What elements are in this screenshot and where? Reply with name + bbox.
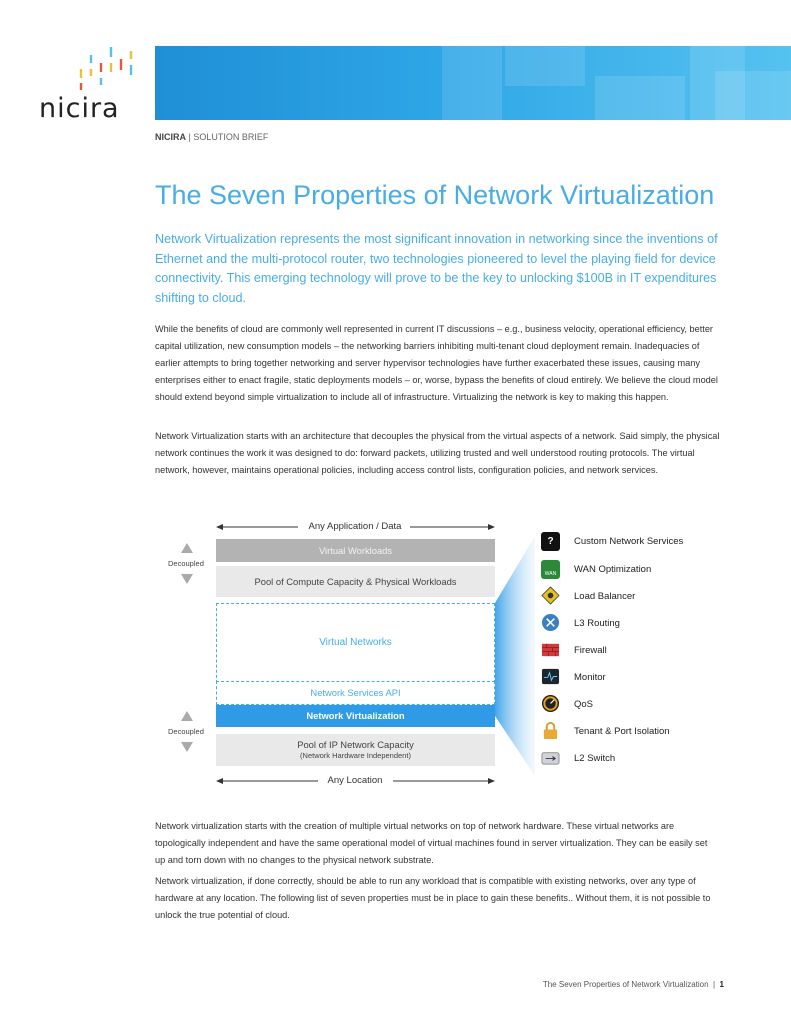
footer-title: The Seven Properties of Network Virtualization	[542, 980, 709, 989]
wan-icon: WAN	[541, 560, 560, 579]
body-paragraph-3: Network virtualization starts with the creation of multiple virtual networks on top of network hardware. These virtual networks are topologically independent and have the same operational model of virtual machines found in server virtualization. They can be easily set up and torn down with no changes to the physical network substrate.	[155, 821, 708, 865]
decoupled-label-top: Decoupled	[168, 559, 204, 568]
body-paragraph-4: Network virtualization, if done correctly, should be able to run any workload that is compatible with existing networks, over any type of hardware at any location. The following list of seven properties must be in place to gain these benefits.. Without them, it is not possible to unlock the true potential of cloud.	[155, 876, 711, 920]
nicira-logo-bars	[76, 45, 136, 93]
ip-pool-sublabel: (Network Hardware Independent)	[300, 751, 411, 760]
service-label: Firewall	[574, 645, 607, 656]
service-label: Custom Network Services	[574, 536, 684, 547]
service-label: Tenant & Port Isolation	[574, 726, 670, 737]
decoupled-up-arrow-icon	[181, 543, 193, 553]
lock-icon	[541, 721, 560, 740]
service-label: Load Balancer	[574, 591, 636, 602]
load-balancer-icon	[541, 586, 560, 605]
network-virtualization-diagram	[160, 518, 720, 793]
service-label: WAN Optimization	[574, 564, 652, 575]
service-label: L2 Switch	[574, 753, 616, 764]
body-paragraph-2: Network Virtualization starts with an architecture that decouples the physical from the virtual aspects of a network. Said simply, the physical network continues the work it was designed to do: forward packets, utilizing trusted and well understood routing protocols. The virtual network, however, maintains operational policies, including access control lists, configuration policies, and network services.	[155, 431, 720, 475]
gauge-icon	[541, 694, 560, 713]
any-location-label: Any Location	[327, 775, 383, 786]
firewall-icon	[541, 640, 560, 659]
page-number: 1	[719, 980, 724, 989]
compute-pool-layer: Pool of Compute Capacity & Physical Workloads	[216, 566, 495, 597]
network-services-api-layer: Network Services API	[216, 681, 495, 705]
body-paragraph-1: While the benefits of cloud are commonly well represented in current IT discussions – e.g., business velocity, operational efficiency, better capital utilization, new consumption models – the networking barriers inhibiting multi-tenant cloud deployment remain. Inadequacies of earlier attempts to bring together networking and server hypervisor technologies have further exacerbated these issues, causing many enterprises either to enact fragile, static deployments models – or, worse, bypass the benefits of cloud entirely. We believe the cloud model should extend beyond simple virtualization to include all of infrastructure. Virtualizing the network is key to making this happen.	[155, 324, 718, 402]
router-icon	[541, 613, 560, 632]
any-application-label: Any Application / Data	[308, 521, 402, 532]
monitor-icon	[541, 667, 560, 686]
service-label: L3 Routing	[574, 618, 620, 629]
page-title: The Seven Properties of Network Virtualization	[155, 180, 715, 210]
nicira-logo-wordmark: nicira	[39, 93, 120, 124]
header-banner	[155, 46, 791, 120]
decoupled-up-arrow-icon	[181, 711, 193, 721]
decoupled-down-arrow-icon	[181, 742, 193, 752]
decoupled-label-bottom: Decoupled	[168, 727, 204, 736]
lead-paragraph: Network Virtualization represents the most significant innovation in networking since the inventions of Ethernet and the multi-protocol router, two technologies pioneered to level the playing field for device connectivity. This emerging technology will prove to be the key to unlocking $100B in IT expenditures shifting to cloud.	[155, 232, 718, 305]
ip-pool-label: Pool of IP Network Capacity	[297, 739, 414, 750]
decoupled-down-arrow-icon	[181, 574, 193, 584]
services-fan	[495, 536, 535, 776]
ip-pool-layer	[216, 734, 495, 766]
page-footer: The Seven Properties of Network Virtualization | 1	[542, 980, 724, 989]
network-virtualization-layer: Network Virtualization	[216, 705, 495, 727]
service-label: Monitor	[574, 672, 606, 683]
question-icon: ?	[541, 532, 560, 551]
virtual-workloads-layer: Virtual Workloads	[216, 539, 495, 562]
virtual-networks-layer: Virtual Networks	[216, 603, 495, 683]
switch-icon	[541, 748, 560, 767]
solution-brief-label: NICIRA | SOLUTION BRIEF	[155, 132, 269, 142]
service-label: QoS	[574, 699, 594, 710]
